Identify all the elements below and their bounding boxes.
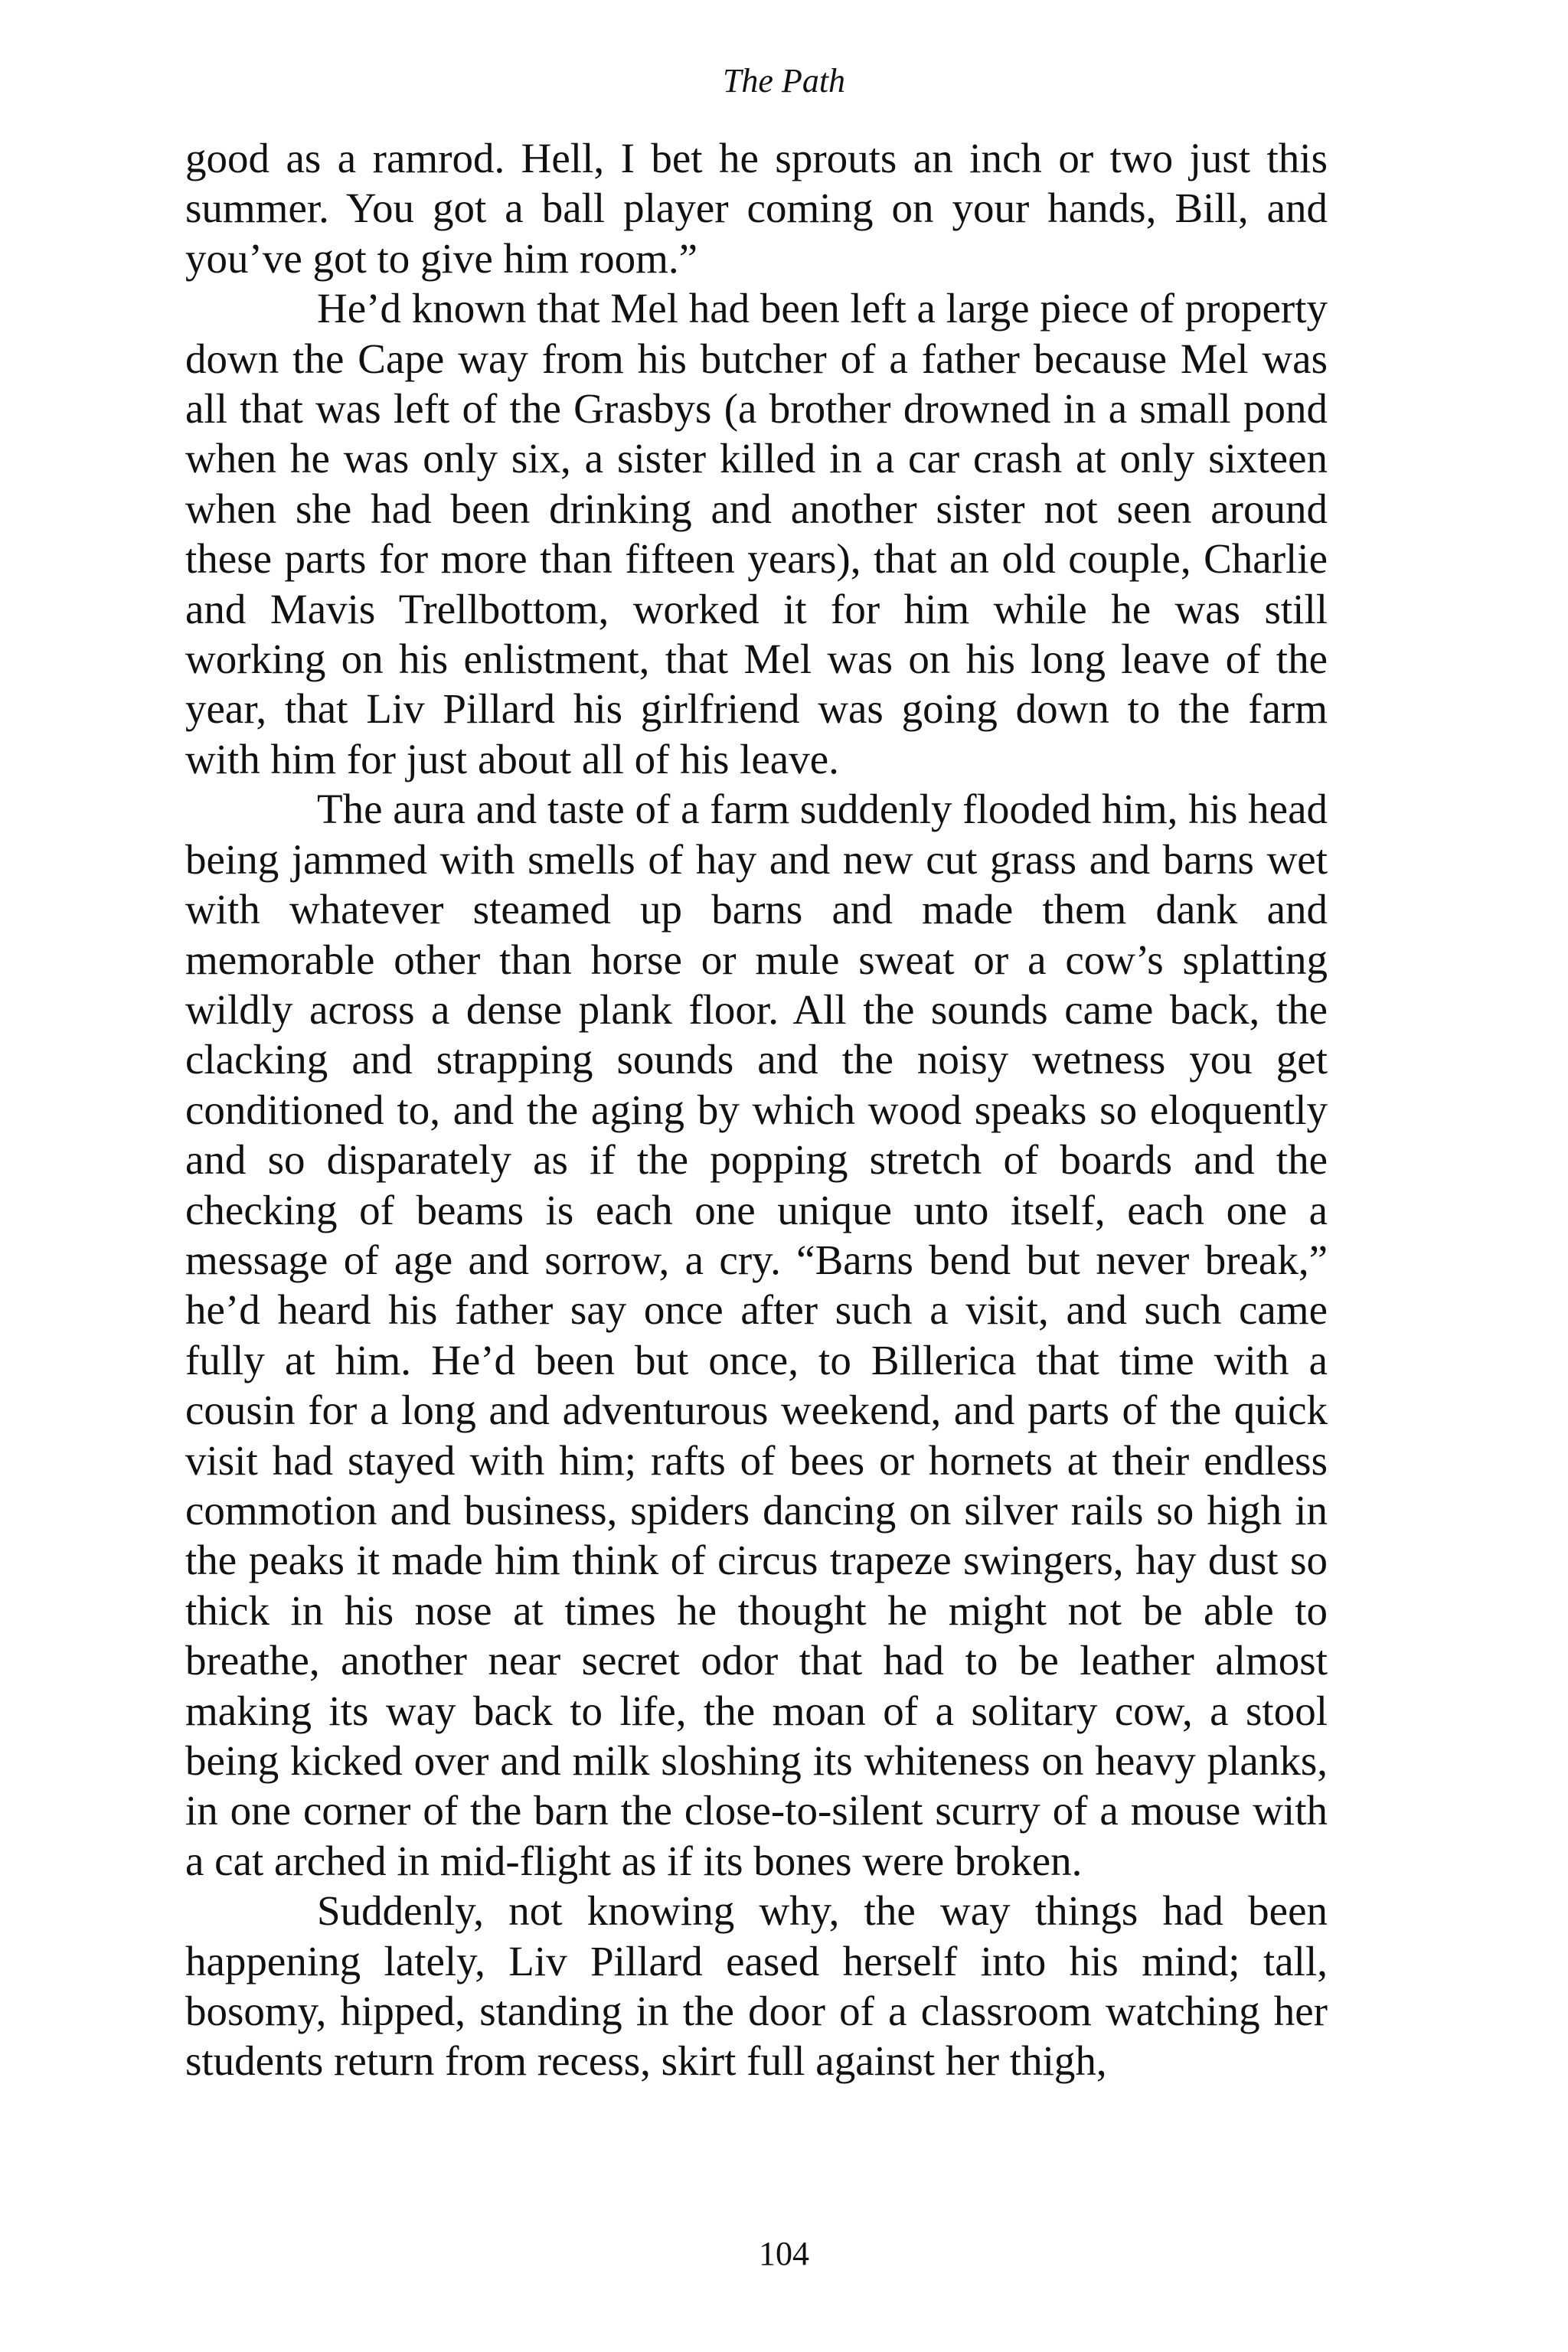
paragraph: The aura and taste of a farm suddenly flooded him, his head being jammed with smells of hay and new cut grass and barns wet with whatever steamed up barns and made them dank and memorable other than horse or mule sweat or a cow’s splatting wildly across a dense plank floor. All the sounds came back, the clacking and strapping sounds and the noisy wetness you get conditioned to, and the aging by which wood speaks so eloquently and so disparately as if the popping stretch of boards and the checking of beams is each one unique unto itself, each one a message of age and sorrow, a cry. “Barns bend but never break,” he’d heard his father say once after such a visit, and such came fully at him. He’d been but once, to Billerica that time with a cousin for a long and adventurous weekend, and parts of the quick visit had stayed with him; rafts of bees or hornets at their endless commotion and business, spiders dancing on silver rails so high in the peaks it made him think of circus trapeze swingers, hay dust so thick in his nose at times he thought he might not be able to breathe, another near secret odor that had to be leather almost making its way back to life, the moan of a solitary cow, a stool being kicked over and milk sloshing its whiteness on heavy planks, in one corner of the barn the close-to-silent scurry of a mouse with a cat arched in mid-flight as if its bones were broken. [185,786,1328,1884]
paragraph: He’d known that Mel had been left a large piece of property down the Cape way from his butcher of a father because Mel was all that was left of the Grasbys (a brother drowned in a small pond when he was only six, a sister killed in a car crash at only sixteen when she had been drinking and another sister not seen around these parts for more than fifteen years), that an old couple, Charlie and Mavis Trellbottom, worked it for him while he was still working on his enlistment, that Mel was on his long leave of the year, that Liv Pillard his girlfriend was going down to the farm with him for just about all of his leave. [185,285,1328,782]
paragraph-continuation: good as a ramrod. Hell, I bet he sprouts an inch or two just this summer. You got a ball player coming on your hands, Bill, and you’ve got to give him room.” [185,135,1328,282]
running-head: The Path [722,62,846,100]
paragraph: Suddenly, not knowing why, the way things had been happening lately, Liv Pillard eased herself into his mind; tall, bosomy, hipped, standing in the door of a classroom watching her students return from recess, skirt full against her thigh, [185,1887,1328,2085]
page-number: 104 [759,2235,809,2272]
body-text [185,133,1328,2086]
